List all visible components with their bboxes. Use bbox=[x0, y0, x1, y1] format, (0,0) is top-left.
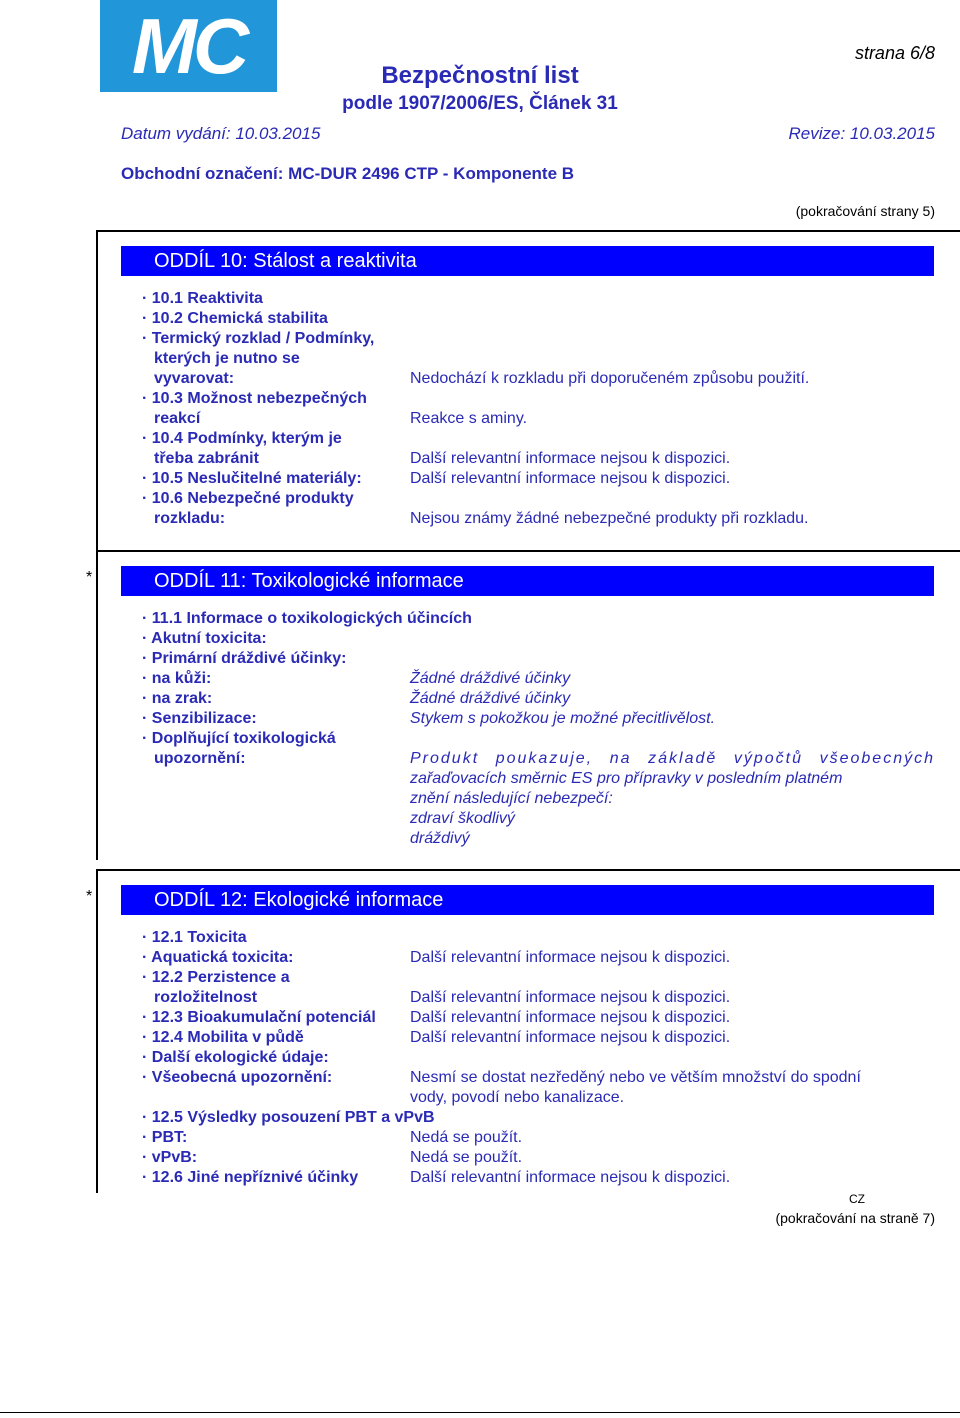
language-code: CZ bbox=[849, 1192, 865, 1206]
s10-decomp-value: Nedochází k rozkladu při doporučeném způsobu použití. bbox=[410, 370, 810, 387]
s10-avoid-value: Další relevantní informace nejsou k dispozici. bbox=[410, 450, 731, 467]
s12-other-eco: · Další ekologické údaje: bbox=[142, 1049, 329, 1066]
section-11-header: ODDÍL 11: Toxikologické informace bbox=[121, 566, 934, 596]
s11-add-value-l3: znění následující nebezpečí: bbox=[410, 790, 613, 807]
s11-add-l2: upozornění: bbox=[154, 750, 246, 767]
s11-skin-value: Žádné dráždivé účinky bbox=[410, 670, 571, 687]
s11-add-value-l4: zdraví škodlivý bbox=[410, 810, 515, 827]
s10-reactivity: · 10.1 Reaktivita bbox=[142, 290, 263, 307]
s10-hazdecomp-value: Nejsou známy žádné nebezpečné produkty při rozkladu. bbox=[410, 510, 809, 527]
s10-avoid-l2: třeba zabránit bbox=[154, 450, 259, 467]
document-title: Bezpečnostní list bbox=[381, 62, 579, 89]
s12-persist-l2: rozložitelnost bbox=[154, 989, 258, 1006]
s10-decomp-l1: · Termický rozklad / Podmínky, bbox=[142, 330, 375, 347]
s12-vpvb-label: · vPvB: bbox=[142, 1149, 198, 1166]
s12-bioacc-value: Další relevantní informace nejsou k dispozici. bbox=[410, 1009, 731, 1026]
revision-date: Revize: 10.03.2015 bbox=[788, 124, 935, 143]
s12-bioacc-label: · 12.3 Bioakumulační potenciál bbox=[142, 1009, 376, 1026]
s12-pbt-label: · PBT: bbox=[142, 1129, 188, 1146]
s11-skin-label: · na kůži: bbox=[142, 670, 212, 687]
page-number: strana 6/8 bbox=[854, 43, 935, 63]
s12-general-value-l2: vody, povodí nebo kanalizace. bbox=[410, 1089, 625, 1106]
s10-hazdecomp-l2: rozkladu: bbox=[154, 510, 226, 527]
s11-add-value-l1: Produkt poukazuje, na základě výpočtů všeobecných bbox=[410, 750, 935, 767]
s12-persist-value: Další relevantní informace nejsou k dispozici. bbox=[410, 989, 731, 1006]
logo-text: MC bbox=[131, 2, 246, 90]
bottom-rule bbox=[0, 1412, 960, 1413]
s11-info: · 11.1 Informace o toxikologických účincích bbox=[142, 610, 472, 627]
s10-decomp-l3: vyvarovat: bbox=[154, 370, 235, 387]
s11-change-marker: * bbox=[86, 569, 93, 586]
s12-toxicity: · 12.1 Toxicita bbox=[142, 929, 247, 946]
s12-pbt-results: · 12.5 Výsledky posouzení PBT a vPvB bbox=[142, 1109, 435, 1126]
section-12-header: ODDÍL 12: Ekologické informace bbox=[121, 885, 934, 915]
continued-on: (pokračování na straně 7) bbox=[775, 1210, 935, 1226]
s11-sens-label: · Senzibilizace: bbox=[142, 710, 257, 727]
s12-adverse-label: · 12.6 Jiné nepříznivé účinky bbox=[142, 1169, 359, 1186]
s11-primary: · Primární dráždivé účinky: bbox=[142, 650, 347, 667]
s10-decomp-l2: kterých je nutno se bbox=[154, 350, 300, 367]
s11-eye-value: Žádné dráždivé účinky bbox=[410, 690, 571, 707]
s11-acute: · Akutní toxicita: bbox=[142, 630, 267, 647]
s10-hazreact-value: Reakce s aminy. bbox=[410, 410, 528, 427]
s10-hazreact-l1: · 10.3 Možnost nebezpečných bbox=[142, 390, 367, 407]
s12-persist-l1: · 12.2 Perzistence a bbox=[142, 969, 290, 986]
s12-mobility-label: · 12.4 Mobilita v půdě bbox=[142, 1029, 304, 1046]
s11-add-value-l2: zařaďovacích směrnic ES pro přípravky v posledním platném bbox=[410, 770, 843, 787]
document-subtitle: podle 1907/2006/ES, Článek 31 bbox=[342, 93, 618, 114]
s10-hazreact-l2: reakcí bbox=[154, 410, 201, 427]
s10-hazdecomp-l1: · 10.6 Nebezpečné produkty bbox=[142, 490, 354, 507]
s11-sens-value: Stykem s pokožkou je možné přecitlivělost. bbox=[410, 710, 716, 727]
section-10-header: ODDÍL 10: Stálost a reaktivita bbox=[121, 246, 934, 276]
s12-change-marker: * bbox=[86, 888, 93, 905]
s11-add-value-l5: dráždivý bbox=[410, 830, 470, 847]
s12-mobility-value: Další relevantní informace nejsou k dispozici. bbox=[410, 1029, 731, 1046]
s12-general-value-l1: Nesmí se dostat nezředěný nebo ve větším množství do spodní bbox=[410, 1069, 861, 1086]
s12-aquatic-value: Další relevantní informace nejsou k dispozici. bbox=[410, 949, 731, 966]
trade-name: Obchodní označení: MC-DUR 2496 CTP - Komponente B bbox=[121, 164, 575, 183]
s12-aquatic-label: · Aquatická toxicita: bbox=[142, 949, 294, 966]
s10-incompat-value: Další relevantní informace nejsou k dispozici. bbox=[410, 470, 731, 487]
s11-eye-label: · na zrak: bbox=[142, 690, 213, 707]
s12-general-label: · Všeobecná upozornění: bbox=[142, 1069, 333, 1086]
s10-stability: · 10.2 Chemická stabilita bbox=[142, 310, 328, 327]
s10-avoid-l1: · 10.4 Podmínky, kterým je bbox=[142, 430, 342, 447]
s12-pbt-value: Nedá se použít. bbox=[410, 1129, 523, 1146]
s12-vpvb-value: Nedá se použít. bbox=[410, 1149, 523, 1166]
issue-date: Datum vydání: 10.03.2015 bbox=[121, 124, 321, 143]
s10-incompat-label: · 10.5 Neslučitelné materiály: bbox=[142, 470, 362, 487]
s11-add-l1: · Doplňující toxikologická bbox=[142, 730, 336, 747]
continued-from: (pokračování strany 5) bbox=[795, 203, 935, 219]
s12-adverse-value: Další relevantní informace nejsou k dispozici. bbox=[410, 1169, 731, 1186]
